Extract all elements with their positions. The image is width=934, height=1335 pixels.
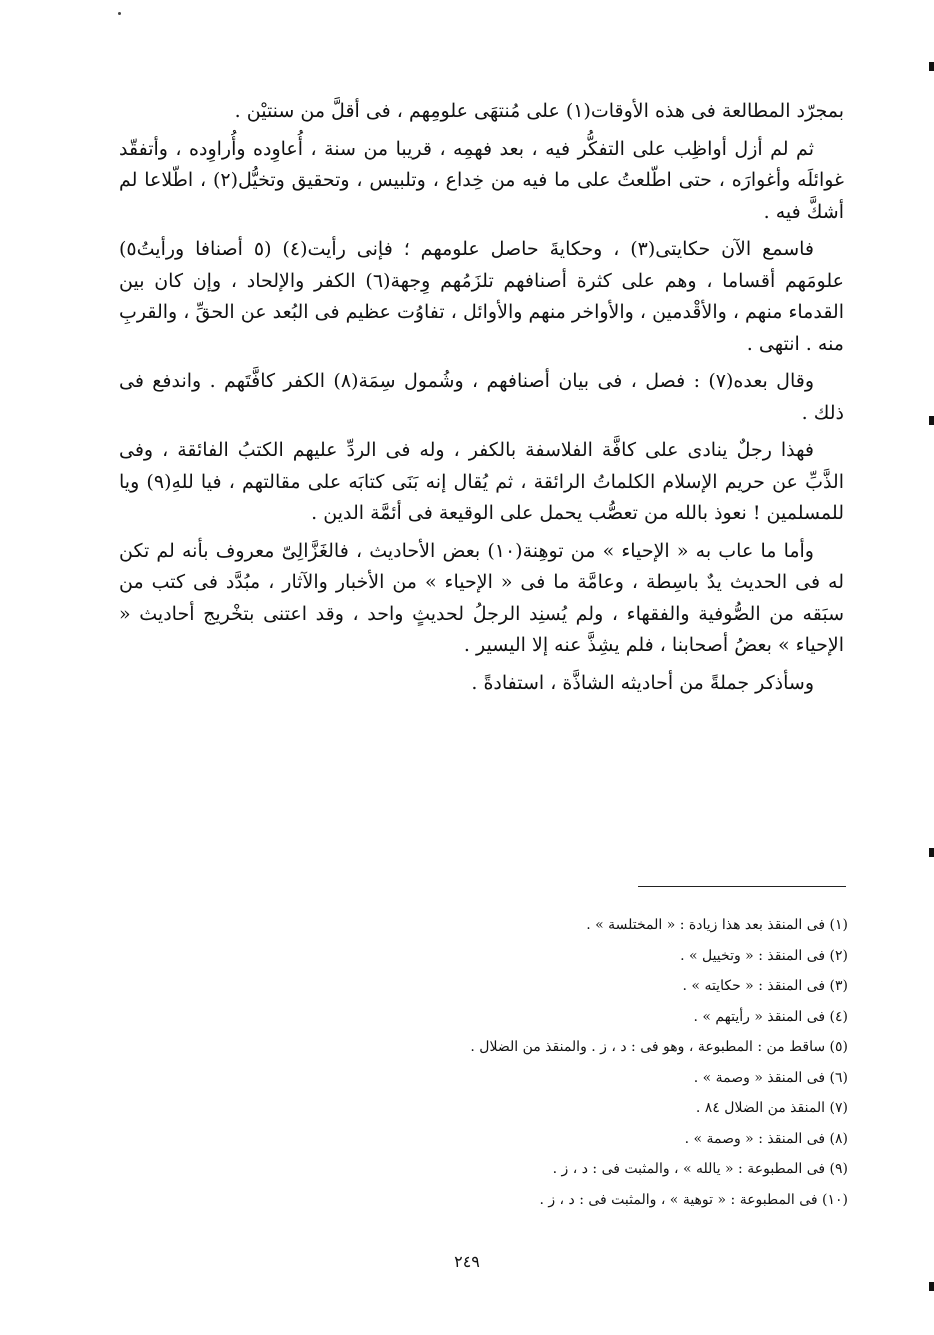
footnote: (٦) فى المنقذ « وصمة » .	[693, 1069, 848, 1086]
page-number: ٢٤٩	[454, 1252, 480, 1271]
scan-edge-mark	[929, 416, 934, 425]
paragraph: وأما ما عاب به « الإحياء » من توهِنة(١٠) بعض الأحاديث ، فالغَزَّالِىّ معروف بأنه لم تكن له فى الحديث يدٌ باسِطة ، وعامَّة ما فى « الإحياء » من الأخبار والآثار ، مبُدَّد فى كتب من سبَقه من الصُّوفية والفقهاء ، ولم يُسنِد الرجلُ لحديثٍ واحد ، وقد اعتنى بتخْريج أحاديث « الإحياء » بعضُ أصحابنا ، فلم يشِذَّ عنه إلا اليسير .	[119, 539, 844, 656]
footnote: (١٠) فى المطبوعة : « توهية » ، والمثبت فى : د ، ز .	[539, 1191, 848, 1208]
scan-edge-mark	[929, 1282, 934, 1291]
footnote: (٤) فى المنقذ « رأيتهم » .	[693, 1008, 848, 1025]
footnote: (٧) المنقذ من الضلال ٨٤ .	[695, 1100, 848, 1116]
paragraph: ثم لم أزل أواظِب على التفكُّر فيه ، بعد فهمِه ، قريبا من سنة ، أُعاوِده وأُراوِده ، وأتفقّد غوائلَه وأغوارَه ، حتى اطّلعتُ على ما فيه من خِداع ، وتلبيس ، وتحقيق وتخيُّل(٢) ، اطّلاعا لم أشكَّ فيه .	[119, 137, 844, 223]
scan-edge-mark	[929, 62, 934, 71]
paragraph: فاسمع الآن حكايتى(٣) ، وحكايةَ حاصل علومهم ؛ فإنى رأيت(٤) (٥ أصنافا ورأيتُ٥) علومَهم أقساما ، وهم على كثرة أصنافهم تلزَمُهم وِجهة(٦) الكفر والإلحاد ، وإن كان بين القدماء منهم ، والأقْدمين ، والأواخر منهم والأوائل ، تفاوُت عظيم فى البُعد عن الحقِّ ، والقربِ منه . انتهى .	[119, 238, 844, 355]
footnotes	[288, 910, 848, 1215]
footnote: (٢) فى المنقذ : « وتخييل » .	[680, 947, 848, 964]
paragraph: وقال بعده(٧) : فصل ، فى بيان أصنافهم ، وشُمول سِمَة(٨) الكفر كافَّتَهم . واندفع فى ذلك .	[119, 370, 844, 424]
footnote: (١) فى المنقذ بعد هذا زيادة : « المختلسة » .	[586, 917, 848, 933]
paragraph: بمجرّد المطالعة فى هذه الأوقات(١) على مُنتهَى علومِهم ، فى أقلَّ من سنتيْن .	[234, 100, 844, 122]
scan-speck	[118, 12, 121, 15]
footnote: (٣) فى المنقذ : « حكايته » .	[682, 978, 848, 994]
footnote: (٩) فى المطبوعة : « يالله » ، والمثبت فى : د ، ز .	[552, 1161, 848, 1177]
footnote-divider	[638, 886, 846, 887]
footnote: (٥) ساقط من : المطبوعة ، وهو فى : د ، ز . والمنقذ من الضلال .	[470, 1039, 848, 1055]
main-text	[119, 96, 844, 705]
footnote: (٨) فى المنقذ : « وصمة » .	[684, 1130, 848, 1147]
paragraph: فهذا رجلٌ ينادى على كافَّة الفلاسفة بالكفر ، وله فى الردِّ عليهم الكتبُ الفائقة ، وفى الذَّبِّ عن حريم الإسلام الكلماتُ الرائقة ، ثم يُقال إنه بَنَى كتابَه على مقالتهم ، فيا للهِ(٩) ويا للمسلمين ! نعوذ بالله من تعصُّب يحمل على الوقيعة فى أئمَّة الدين .	[119, 439, 844, 524]
paragraph: وسأذكر جملةً من أحاديثه الشاذَّة ، استفادةً .	[471, 671, 814, 694]
scan-edge-mark	[929, 848, 934, 857]
